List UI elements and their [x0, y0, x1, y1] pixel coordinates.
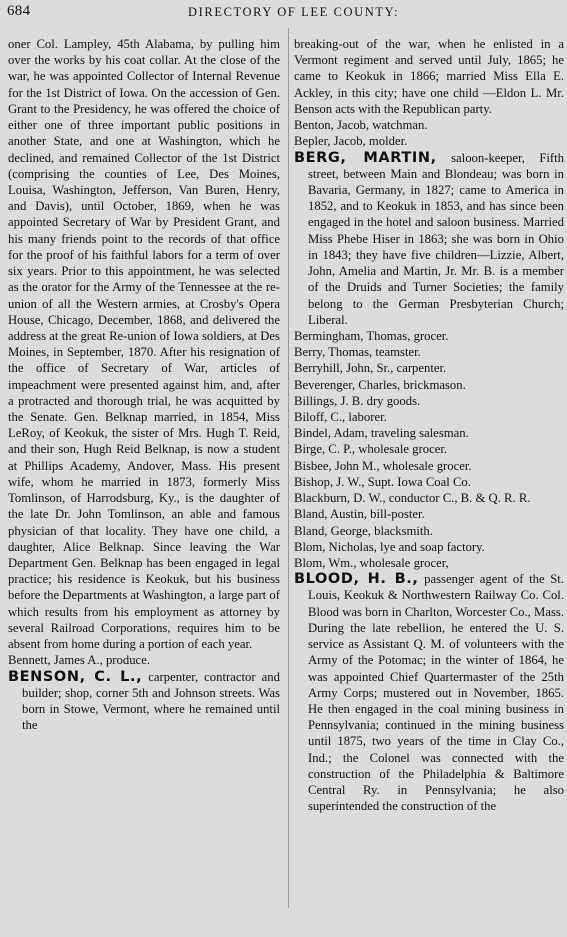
directory-entry: Bindel, Adam, traveling salesman. [294, 426, 469, 441]
entry-name: BENSON, C. L., [8, 668, 143, 685]
entry-text: passenger agent of the St. Louis, Keokuk & Northwestern Railway Co. Col. Blood was born in Charlton, Worcester Co., Mass. During the late rebellion, he entered the U. S. service as Assistant Q. M. of volunteers with the Army of the Potomac; in the winter of 1864, he was appointed Chief Quartermaster of the 25th Army Corps; mustered out in November, 1865. He then engaged in the coal mining business in Pennsylvania; continued in the mining business until 1875, two years of the time in Clay Co., Ind.; the Colonel was connected with the construction of the Philadelphia & Baltimore Central Ry. in Pennsylvania; he also superintended the construction of the [308, 572, 564, 814]
directory-entry: Bland, Austin, bill-poster. [294, 507, 425, 522]
directory-entry: Berry, Thomas, teamster. [294, 345, 421, 360]
directory-entry: Benton, Jacob, watchman. [294, 118, 428, 133]
entry-name: BERG, MARTIN, [294, 149, 437, 166]
page-number: 684 [7, 3, 31, 19]
right-column [294, 36, 564, 815]
directory-entry: Beverenger, Charles, brickmason. [294, 377, 466, 392]
directory-entry: Bennett, James A., produce. [8, 653, 150, 668]
directory-entry: Bland, George, blacksmith. [294, 523, 433, 538]
berg-entry [294, 150, 564, 328]
column-divider [288, 28, 289, 908]
directory-entry: Blackburn, D. W., conductor C., B. & Q. R. R. [294, 491, 531, 506]
benson-entry-continuation: breaking-out of the war, when he enlisted in a Vermont regiment and served until July, 1865; he came to Keokuk in 1866; married Miss Ella E. Ackley, in this city; have one child —Eldon L. Mr. Benson acts with the Republican party. [294, 37, 564, 116]
directory-entry: Bisbee, John M., wholesale grocer. [294, 458, 472, 473]
page-header [0, 0, 567, 22]
belknap-entry-continuation: oner Col. Lampley, 45th Alabama, by pulling him over the works by his coat collar. At the close of the war, he was appointed Collector of Internal Revenue for the 1st District of Iowa. On the accession of Gen. Grant to the Presidency, he was offered the choice of either one of three important public positions in another State, and one at Washington, which he declined, and remained Collector of the 1st District (comprising the counties of Lee, Des Moines, Louisa, Washington, Jefferson, Van Buren, Henry, and Davis), until October, 1869, when he was appointed Secretary of War by President Grant, and his many friends point to the records of that office for the proof of his faithful labors for a term of over six years. Prior to this appointment, he was selected as the orator for the Army of the Tennessee at the re-union of all the Western armies, at Crosby's Opera House, Chicago, December, 1868, and delivered the address at the great Re-union of Iowa soldiers, at Des Moines, in September, 1870. After his resignation of the office of Secretary of War, articles of impeachment were presented against him, and, after a protracted and thorough trial, he was acquitted by the Senate. Gen. Belknap married, in 1854, Miss LeRoy, of Keokuk, the sister of Mrs. Hugh T. Reid, and their son, Hugh Reid Belknap, is now a student at Phillips Academy, Andover, Mass. His present wife, whom he married in 1873, formerly Miss Tomlinson, of Harrodsburg, Ky., is the daughter of the late Dr. John Tomlinson, an able and famous physician of that locality. They have one child, a daughter, Alice Belknap. Since leaving the War Department Gen. Belknap has been engaged in legal practice; his residence is Keokuk, but his business before the Departments at Washington, a large part of which results from his employment as attorney by several Railroad Corporations, requires him to be absent from home during a portion of each year. [8, 37, 280, 652]
directory-entry: Blom, Nicholas, lye and soap factory. [294, 539, 485, 554]
directory-entry: Billings, J. B. dry goods. [294, 393, 421, 408]
directory-entry: Blom, Wm., wholesale grocer, [294, 556, 449, 570]
directory-entry: Biloff, C., laborer. [294, 410, 387, 425]
left-column [8, 36, 280, 733]
directory-entry: Bepler, Jacob, molder. [294, 134, 408, 149]
directory-entry: Bishop, J. W., Supt. Iowa Coal Co. [294, 474, 471, 489]
directory-entry: Birge, C. P., wholesale grocer. [294, 442, 448, 457]
directory-entry: Berryhill, John, Sr., carpenter. [294, 361, 447, 376]
directory-entry: Bermingham, Thomas, grocer. [294, 328, 449, 343]
running-title: DIRECTORY OF LEE COUNTY: [188, 5, 400, 19]
benson-entry [8, 669, 280, 734]
blood-entry [294, 571, 564, 814]
entry-name: BLOOD, H. B., [294, 571, 419, 588]
entry-text: saloon-keeper, Fifth street, between Main and Blondeau; was born in Bavaria, Germany, in 1827; came to America in 1852, and to Keokuk in 1853, and has since been engaged in the hotel and saloon business. Married Miss Phebe Hiser in 1863; she was born in Ohio in 1843; they have five children—Lizzie, Albert, John, Amelia and Martin, Jr. Mr. B. is a member of the Druids and Turner Societies; the family belong to the German Presbyterian Church; Liberal. [308, 150, 564, 327]
entry-text: carpenter, contractor and builder; shop, corner 5th and Johnson streets. Was born in Stowe, Vermont, where he remained until the [22, 669, 280, 733]
